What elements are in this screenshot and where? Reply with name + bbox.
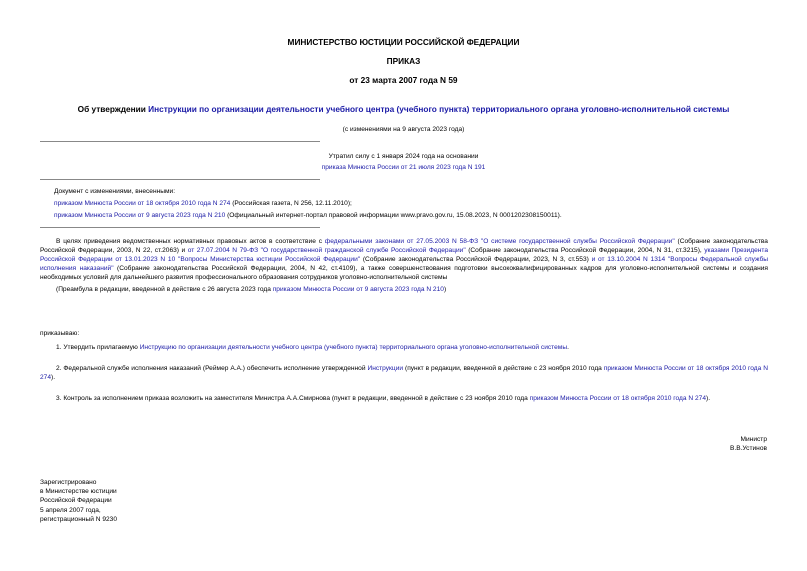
preamble <box>40 238 768 295</box>
registration-line-4: 5 апреля 2007 года, <box>40 506 101 514</box>
preamble-text-a: В целях приведения ведомственных нормативных правовых актов в соответствие с <box>56 238 325 245</box>
registration-line-2: в Министерстве юстиции <box>40 488 117 496</box>
order-item-2-amend-link[interactable]: приказом Минюста России от 18 октября 2010 года N 274 <box>40 364 768 381</box>
preamble-note-text-a: (Преамбула в редакции, введенной в действие с 26 августа 2023 года <box>56 286 273 294</box>
order-item-2-text-b: (пункт в редакции, введенной в действие с 23 ноября 2010 года <box>403 364 604 372</box>
order-item-2-text-a: 2. Федеральной службе исполнения наказаний (Реймер А.А.) обеспечить исполнение утвержденной <box>56 364 368 372</box>
registration-block <box>40 478 117 524</box>
law-79-fz-link[interactable]: от 27.07.2004 N 79-ФЗ "О государственной гражданской службе Российской Федерации" <box>187 246 466 254</box>
changes-item-1-link[interactable]: приказом Минюста России от 18 октября 2010 года N 274 <box>54 199 231 207</box>
registration-line-3: Российской Федерации <box>40 497 112 505</box>
preamble-paragraph <box>40 238 768 282</box>
changes-item-2-link[interactable]: приказом Минюста России от 9 августа 2023 года N 210 <box>54 211 226 219</box>
registration-line-1: Зарегистрировано <box>40 479 97 486</box>
changes-item-1-text: (Российская газета, N 256, 12.11.2010); <box>230 199 352 207</box>
decree-10-link[interactable]: указами Президента Российской Федерации от 13.01.2023 N 10 "Вопросы Министерства юстиции Российской Федерации" <box>40 246 768 263</box>
signature-block <box>730 436 767 454</box>
preamble-note-text-b: ) <box>443 286 447 294</box>
order-item-3-text-b: ). <box>706 394 711 402</box>
order-intro: приказываю: <box>40 330 80 337</box>
preamble-edition-note <box>40 286 768 295</box>
preamble-text-e: (Собрание законодательства Российской Федерации, 2004, N 42, ст.4109), а также совершенствования подготовки высококвалифицированных кадров для уголовно-исполнительной системы и создания необходимых условий для дальнейшего развития профессионального образования сотрудников уголовно-исполнительной системы <box>40 264 768 281</box>
void-notice <box>0 164 807 173</box>
date-number-heading: от 23 марта 2007 года N 59 <box>349 75 458 85</box>
order-item-1-text-a: 1. Утвердить прилагаемую <box>56 343 140 351</box>
void-notice-link[interactable]: приказа Минюста России от 21 июля 2023 года N 191 <box>321 164 486 171</box>
preamble-note-link[interactable]: приказом Минюста России от 9 августа 2023 года N 210 <box>272 286 444 294</box>
order-item-3-amend-link[interactable]: приказом Минюста России от 18 октября 2010 года N 274 <box>529 394 706 402</box>
changes-item-2-text: (Официальный интернет-портал правовой информации www.pravo.gov.ru, 15.08.2023, N 0001202308150011). <box>225 211 562 219</box>
signature-name: В.В.Устинов <box>729 444 767 452</box>
order-item-1 <box>40 344 768 353</box>
title-instruction-link[interactable]: Инструкции по организации деятельности учебного центра (учебного пункта) территориального органа уголовно-исполнительной системы <box>148 104 730 114</box>
law-58-fz-link[interactable]: федеральными законами от 27.05.2003 N 58-ФЗ "О системе государственной службы Российской Федерации" <box>324 238 675 245</box>
registration-line-5: регистрационный N 9230 <box>40 515 118 523</box>
preamble-text-d: (Собрание законодательства Российской Федерации, 2023, N 3, ст.553) <box>360 255 592 263</box>
doc-type-heading: ПРИКАЗ <box>386 56 421 66</box>
changes-list <box>54 188 768 221</box>
order-item-3 <box>40 395 768 404</box>
title-prefix: Об утверждении <box>77 104 149 114</box>
order-item-1-text-b: . <box>567 343 569 351</box>
order-item-2-text-c: ). <box>51 373 56 381</box>
signature-position: Министр <box>740 436 767 443</box>
divider-2 <box>40 179 320 180</box>
order-item-2 <box>40 365 768 383</box>
divider-3 <box>40 227 320 228</box>
preamble-text-b: (Собрание законодательства Российской Федерации, 2003, N 22, ст.2063) и <box>40 238 768 254</box>
preamble-text-c: (Собрание законодательства Российской Федерации, 2004, N 31, ст.3215), <box>465 246 705 254</box>
ministry-heading: МИНИСТЕРСТВО ЮСТИЦИИ РОССИЙСКОЙ ФЕДЕРАЦИИ <box>287 37 520 47</box>
amendment-note: (с изменениями на 9 августа 2023 года) <box>342 126 465 133</box>
instruction-short-link[interactable]: Инструкции <box>367 364 404 372</box>
instruction-link[interactable]: Инструкцию по организации деятельности учебного центра (учебного пункта) территориального органа уголовно-исполнительной системы <box>139 343 568 351</box>
divider-1 <box>40 141 320 142</box>
changes-heading: Документ с изменениями, внесенными: <box>54 188 176 195</box>
void-notice-text: Утратил силу с 1 января 2024 года на основании <box>328 153 479 160</box>
decree-1314-link[interactable]: и от 13.10.2004 N 1314 "Вопросы Федеральной службы исполнения наказаний" <box>40 255 768 272</box>
order-section <box>40 330 768 403</box>
order-item-3-text-a: 3. Контроль за исполнением приказа возложить на заместителя Министра А.А.Смирнова (пункт в редакции, введенной в действие с 23 ноября 2010 года <box>56 394 530 402</box>
changes-item-1 <box>54 200 768 209</box>
changes-item-2 <box>54 212 768 221</box>
document-title <box>0 104 807 115</box>
